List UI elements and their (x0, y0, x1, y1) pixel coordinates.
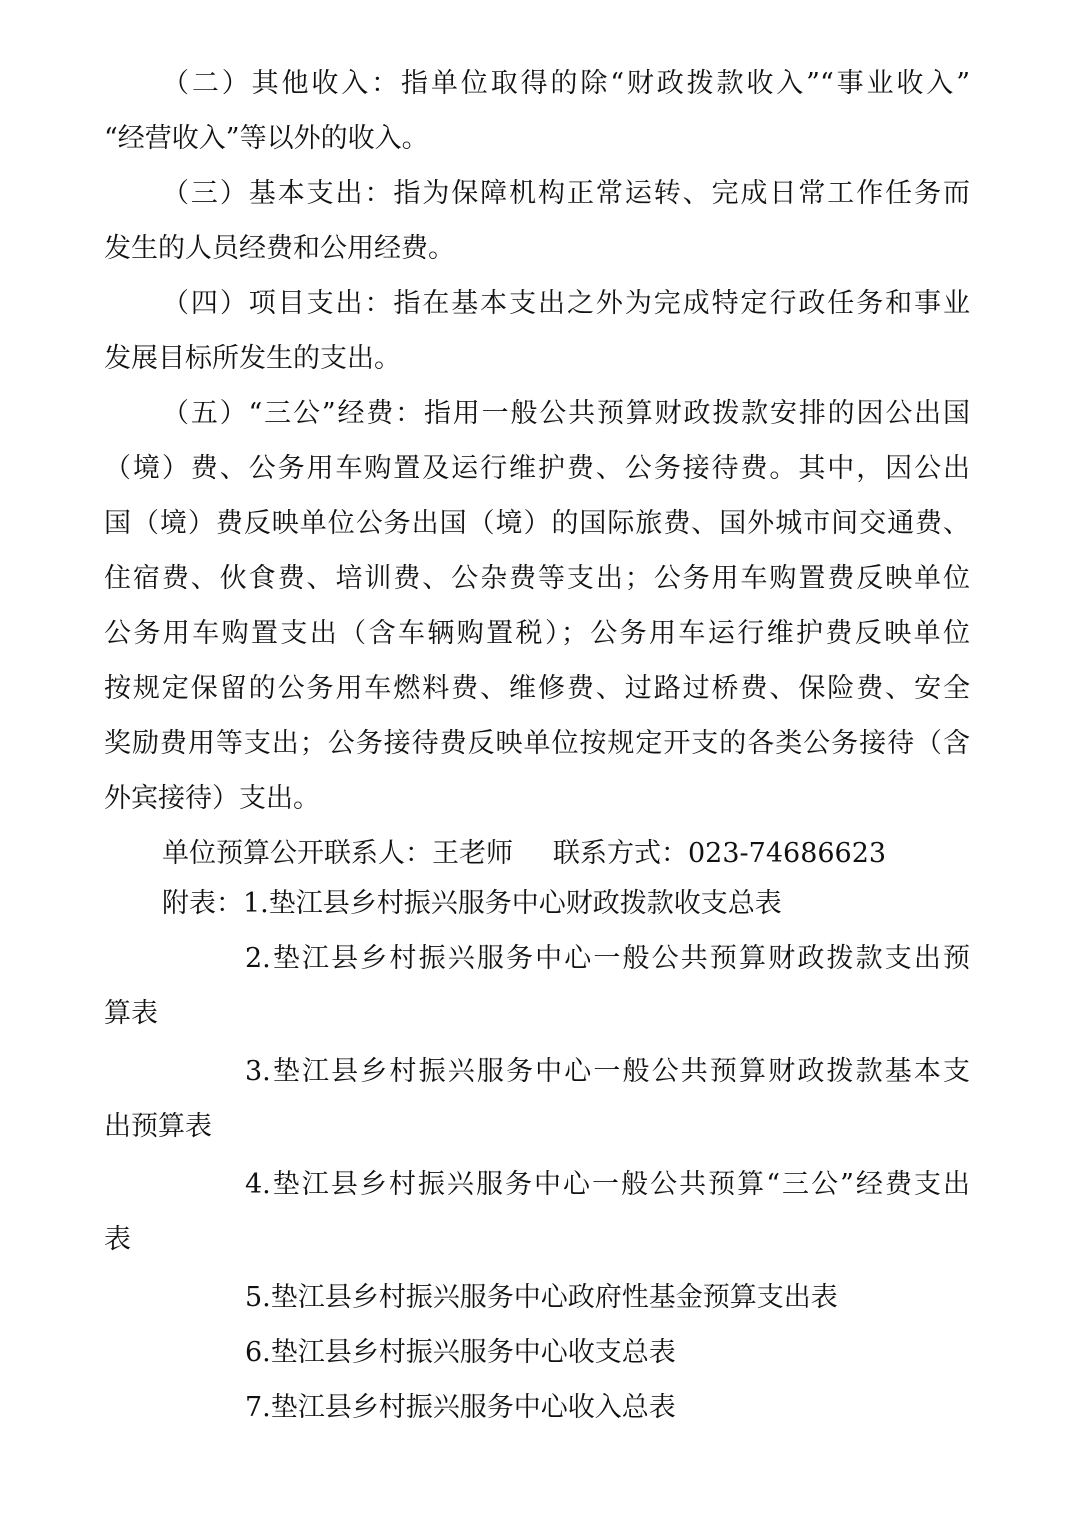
definition-other-income-line-2: “经营收入”等以外的收入。 (104, 123, 429, 154)
definition-basic-expenditure-line-1: （三）基本支出：指为保障机构正常运转、完成日常工作任务而 (162, 178, 970, 209)
attachment-item-3-line-1: 3.垫江县乡村振兴服务中心一般公共预算财政拨款基本支 (245, 1056, 970, 1087)
definition-three-public-line-1: （五）“三公”经费：指用一般公共预算财政拨款安排的因公出国 (162, 398, 970, 429)
attachments-label: 附表： (162, 888, 243, 919)
definition-three-public-line-3: 国（境）费反映单位公务出国（境）的国际旅费、国外城市间交通费、 (104, 508, 970, 539)
definition-three-public-line-4: 住宿费、伙食费、培训费、公杂费等支出；公务用车购置费反映单位 (104, 563, 970, 594)
attachment-item-7: 7.垫江县乡村振兴服务中心收入总表 (245, 1392, 676, 1423)
definition-three-public-line-8: 外宾接待）支出。 (104, 783, 320, 814)
definition-project-expenditure-line-2: 发展目标所发生的支出。 (104, 343, 401, 374)
definition-basic-expenditure-line-2: 发生的人员经费和公用经费。 (104, 233, 455, 264)
definition-three-public-line-7: 奖励费用等支出；公务接待费反映单位按规定开支的各类公务接待（含 (104, 728, 970, 759)
definition-three-public-line-5: 公务用车购置支出（含车辆购置税）；公务用车运行维护费反映单位 (104, 618, 970, 649)
attachments-line-1 (162, 884, 970, 924)
attachment-item-5: 5.垫江县乡村振兴服务中心政府性基金预算支出表 (245, 1282, 838, 1313)
definition-three-public-line-6: 按规定保留的公务用车燃料费、维修费、过路过桥费、保险费、安全 (104, 673, 970, 704)
contact-person: 单位预算公开联系人：王老师 (162, 838, 513, 869)
attachment-item-1: 1.垫江县乡村振兴服务中心财政拨款收支总表 (243, 888, 782, 919)
attachment-item-4-line-1: 4.垫江县乡村振兴服务中心一般公共预算“三公”经费支出 (245, 1169, 970, 1200)
contact-phone: 联系方式：023-74686623 (553, 838, 887, 869)
definition-project-expenditure-line-1: （四）项目支出：指在基本支出之外为完成特定行政任务和事业 (162, 288, 970, 319)
attachment-item-3-line-2: 出预算表 (104, 1111, 212, 1142)
attachment-item-2-line-1: 2.垫江县乡村振兴服务中心一般公共预算财政拨款支出预 (245, 943, 970, 974)
attachment-item-6: 6.垫江县乡村振兴服务中心收支总表 (245, 1337, 676, 1368)
definition-other-income-line-1: （二）其他收入：指单位取得的除“财政拨款收入”“事业收入” (162, 68, 970, 99)
definition-three-public-line-2: （境）费、公务用车购置及运行维护费、公务接待费。其中，因公出 (104, 453, 970, 484)
attachment-item-4-line-2: 表 (104, 1224, 131, 1255)
contact-line (162, 834, 970, 874)
attachment-item-2-line-2: 算表 (104, 998, 158, 1029)
